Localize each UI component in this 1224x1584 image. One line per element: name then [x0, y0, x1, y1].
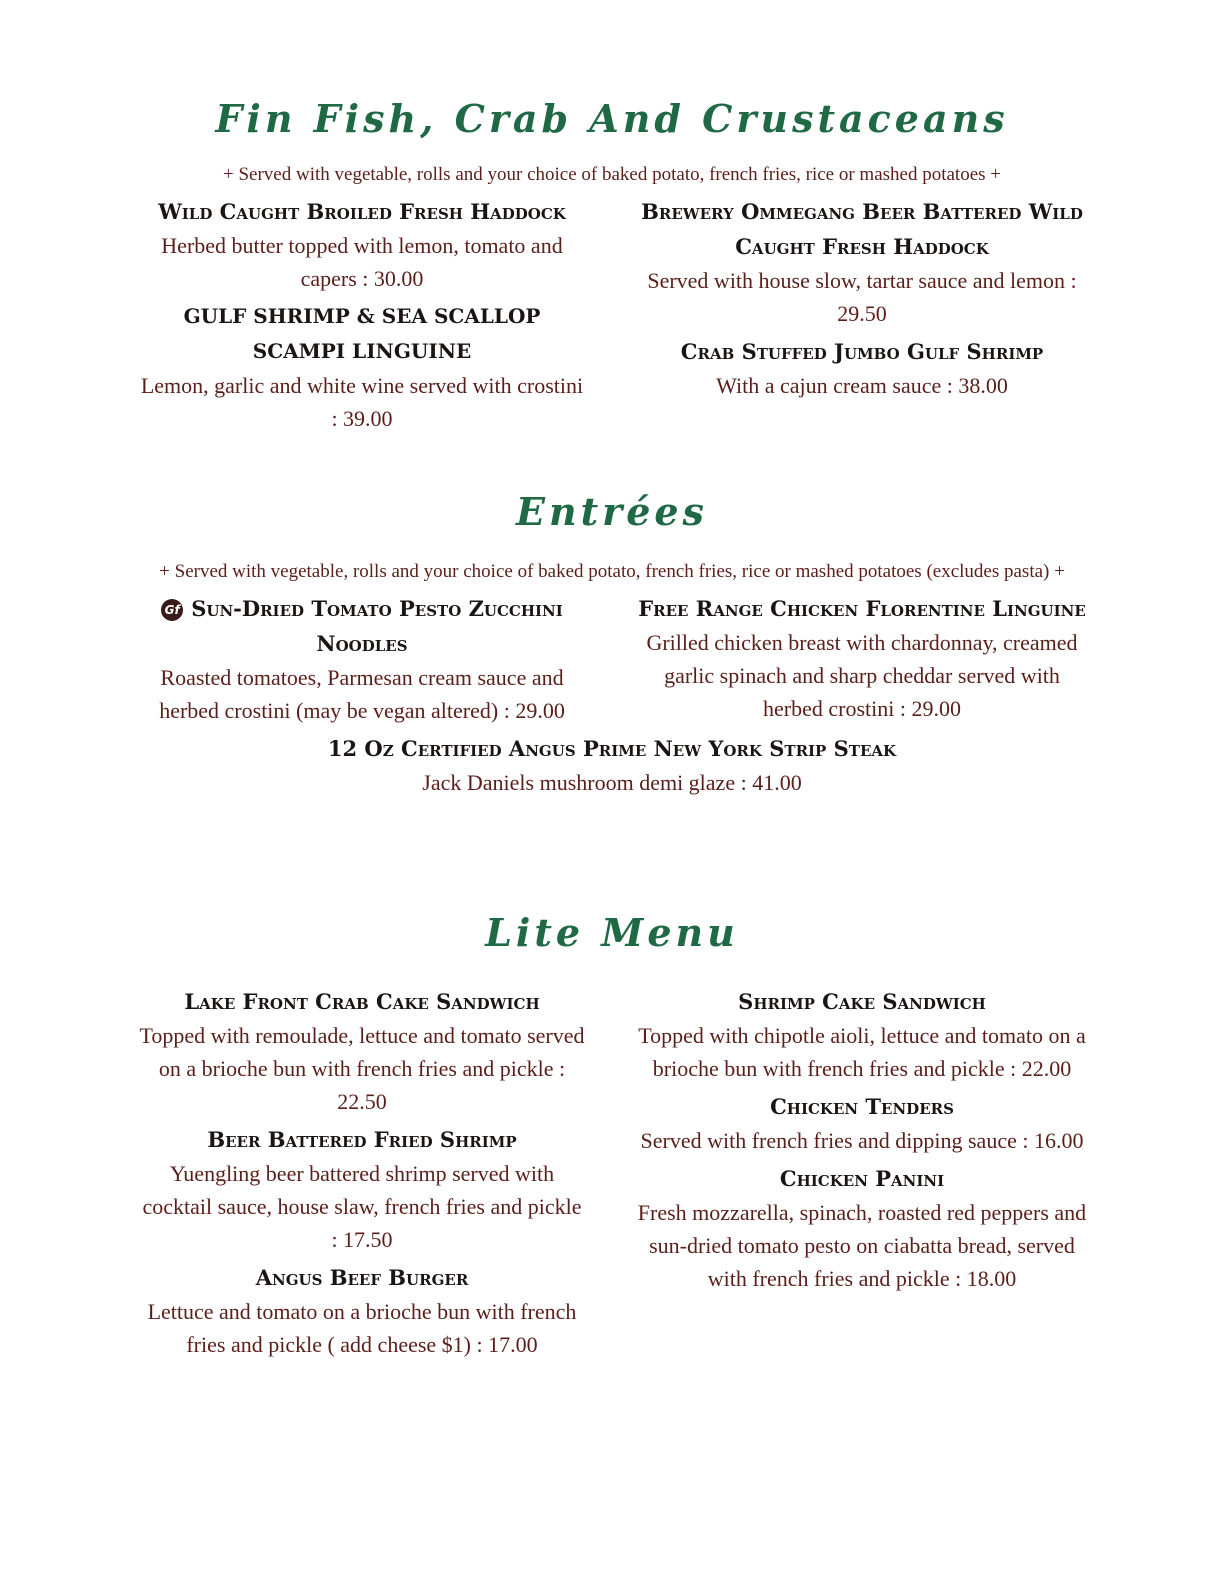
item-name: Shrimp Cake Sandwich: [738, 989, 986, 1014]
menu-item: [637, 194, 1087, 330]
item-description: Lettuce and tomato on a brioche bun with french fries and pickle ( add cheese $1) : 17.00: [147, 1299, 577, 1357]
entrees-left-column: [137, 591, 587, 731]
fish-left-column: [137, 194, 587, 439]
menu-item: [637, 334, 1087, 402]
item-name: Beer Battered Fried Shrimp: [207, 1127, 517, 1152]
gluten-free-icon: Gf: [161, 599, 183, 621]
menu-item: [637, 1161, 1087, 1295]
item-description: Served with house slow, tartar sauce and lemon : 29.50: [647, 268, 1077, 326]
menu-item: [137, 194, 587, 295]
menu-item: [137, 1122, 587, 1256]
entrees-right-column: [637, 591, 1087, 731]
lite-left-column: [137, 984, 587, 1365]
item-description: Lemon, garlic and white wine served with crostini : 39.00: [140, 373, 584, 431]
item-description: Topped with chipotle aioli, lettuce and tomato on a brioche bun with french fries and pickle : 22.00: [638, 1023, 1086, 1081]
item-name: GULF SHRIMP & SEA SCALLOP SCAMPI LINGUINE: [183, 304, 541, 363]
item-name: Chicken Tenders: [770, 1094, 954, 1119]
entrees-section-title: Entrées: [516, 489, 708, 534]
menu-item: [137, 984, 587, 1118]
item-name: 12 Oz Certified Angus Prime New York Strip Steak: [327, 736, 897, 761]
menu-item: [637, 591, 1087, 725]
fish-section-note: + Served with vegetable, rolls and your choice of baked potato, french fries, rice or mashed potatoes +: [223, 164, 1001, 185]
menu-item: [137, 591, 587, 727]
item-description: Served with french fries and dipping sauce : 16.00: [640, 1128, 1084, 1153]
item-description: With a cajun cream sauce : 38.00: [716, 373, 1008, 398]
menu-item: [137, 1260, 587, 1361]
item-name: Free Range Chicken Florentine Linguine: [638, 596, 1086, 621]
item-description: Herbed butter topped with lemon, tomato and capers : 30.00: [161, 233, 563, 291]
item-name: Wild Caught Broiled Fresh Haddock: [158, 199, 566, 224]
item-description: Topped with remoulade, lettuce and tomato served on a brioche bun with french fries and pickle : 22.50: [139, 1023, 585, 1114]
fish-section: [0, 94, 1224, 439]
item-description: Yuengling beer battered shrimp served with cocktail sauce, house slaw, french fries and pickle : 17.50: [142, 1161, 582, 1252]
item-description: Roasted tomatoes, Parmesan cream sauce and herbed crostini (may be vegan altered) : 29.00: [159, 665, 565, 723]
fish-columns: [0, 194, 1224, 439]
item-name: Angus Beef Burger: [255, 1265, 469, 1290]
fish-section-title: Fin Fish, Crab And Crustaceans: [215, 96, 1009, 141]
lite-right-column: [637, 984, 1087, 1365]
item-description: Fresh mozzarella, spinach, roasted red peppers and sun-dried tomato pesto on ciabatta bread, served with french fries and pickle : 18.00: [637, 1200, 1087, 1291]
lite-section-title: Lite Menu: [485, 910, 739, 955]
menu-item: [637, 1089, 1087, 1157]
item-name: Crab Stuffed Jumbo Gulf Shrimp: [680, 339, 1044, 364]
entrees-section-note: + Served with vegetable, rolls and your choice of baked potato, french fries, rice or mashed potatoes (excludes pasta) +: [159, 561, 1065, 582]
item-description: Jack Daniels mushroom demi glaze : 41.00: [422, 770, 802, 795]
item-name: Brewery Ommegang Beer Battered Wild Caught Fresh Haddock: [641, 199, 1083, 259]
menu-item: [137, 299, 587, 435]
lite-columns: [0, 984, 1224, 1365]
item-name: Chicken Panini: [779, 1166, 945, 1191]
entrees-columns: [0, 591, 1224, 731]
entrees-section: [0, 487, 1224, 799]
fish-right-column: [637, 194, 1087, 439]
item-name-row: [137, 591, 587, 661]
menu-item-full-width: [122, 731, 1102, 799]
item-description: Grilled chicken breast with chardonnay, creamed garlic spinach and sharp cheddar served with herbed crostini : 29.00: [646, 630, 1078, 721]
menu-item: [637, 984, 1087, 1085]
item-name: Sun-Dried Tomato Pesto Zucchini Noodles: [191, 596, 563, 656]
lite-section: [0, 908, 1224, 1365]
item-name: Lake Front Crab Cake Sandwich: [184, 989, 540, 1014]
